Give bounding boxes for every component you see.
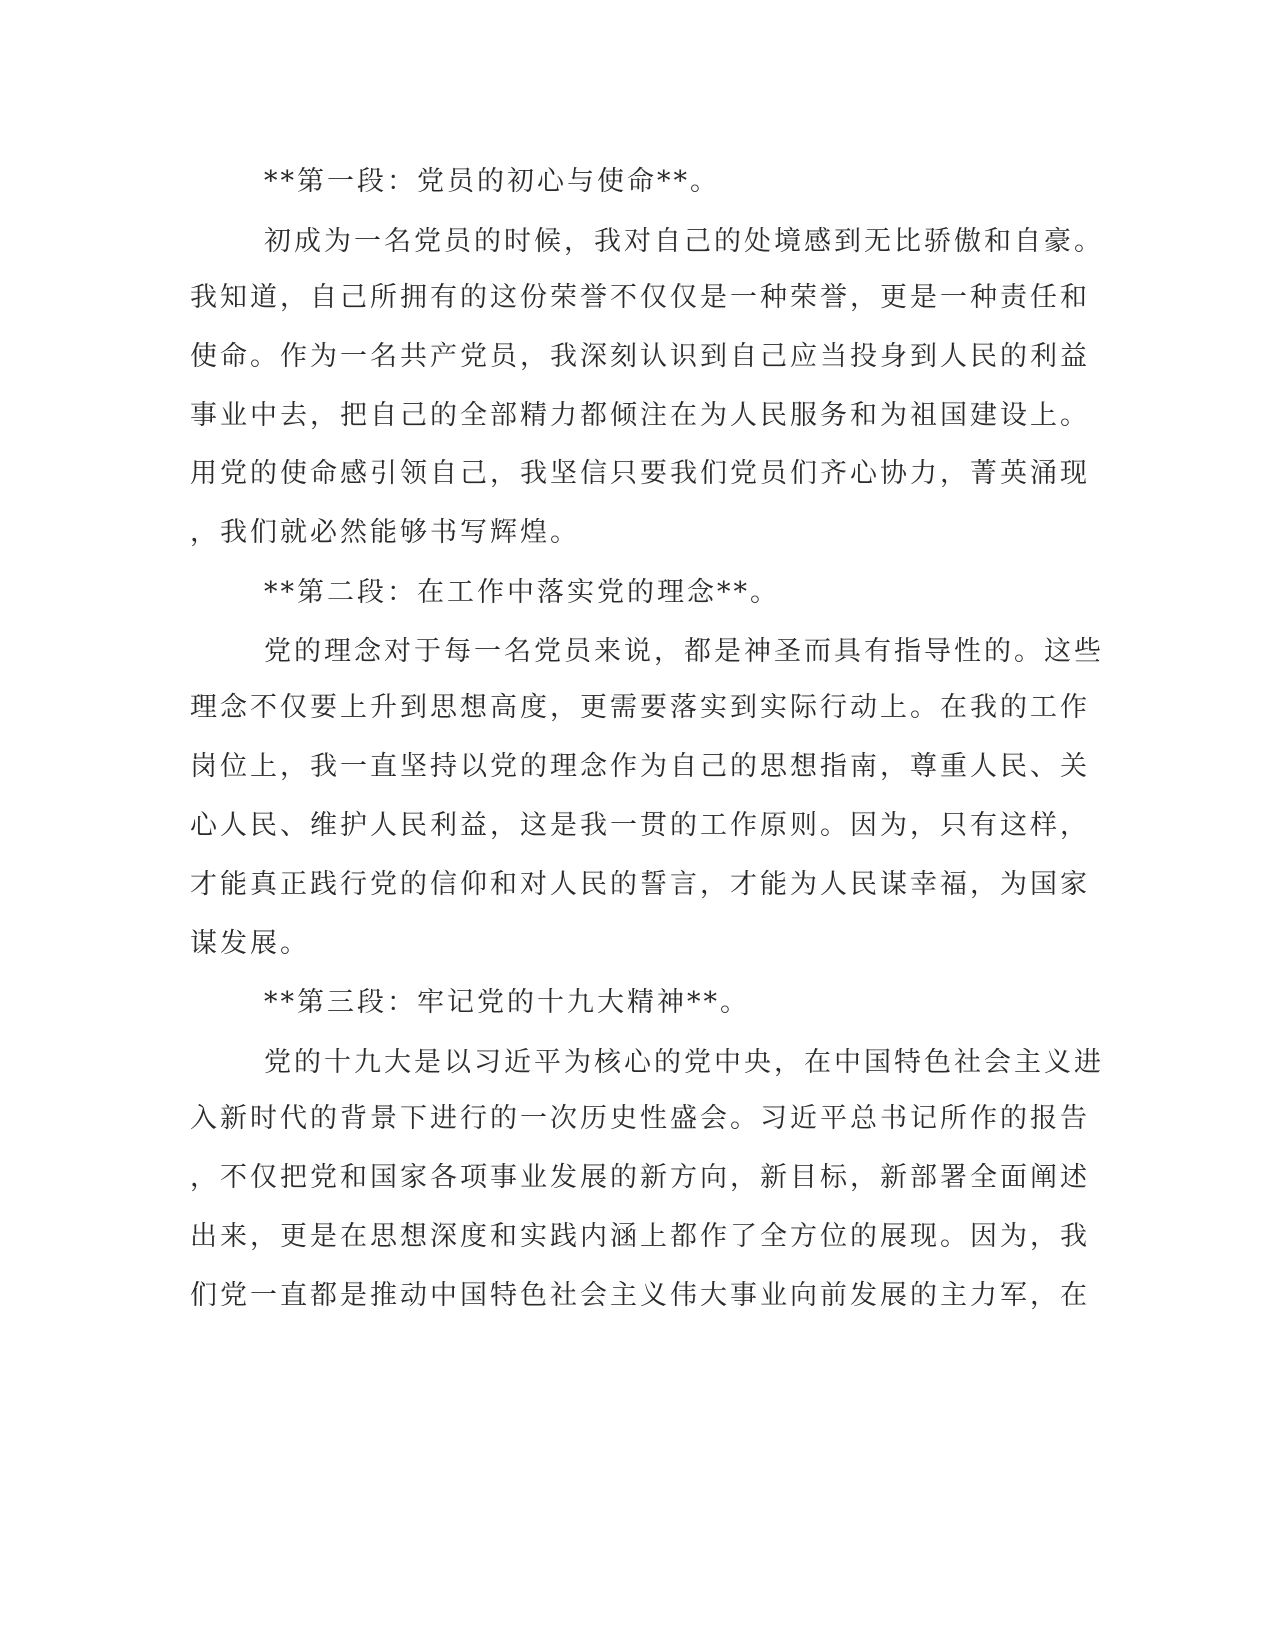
paragraph-line: 党的理念对于每一名党员来说，都是神圣而具有指导性的。这些 <box>264 636 1104 667</box>
paragraph-line: ，不仅把党和国家各项事业发展的新方向，新目标，新部署全面阐述 <box>190 1162 1090 1193</box>
paragraph-line: 出来，更是在思想深度和实践内涵上都作了全方位的展现。因为，我 <box>190 1221 1090 1252</box>
paragraph-line: 初成为一名党员的时候，我对自己的处境感到无比骄傲和自豪。 <box>264 226 1104 257</box>
paragraph-line: ，我们就必然能够书写辉煌。 <box>190 517 580 548</box>
heading-section-1: **第一段：党员的初心与使命**。 <box>264 166 720 197</box>
paragraph-line: 使命。作为一名共产党员，我深刻认识到自己应当投身到人民的利益 <box>190 341 1090 372</box>
paragraph-line: 用党的使命感引领自己，我坚信只要我们党员们齐心协力，菁英涌现 <box>190 458 1090 489</box>
paragraph-line: 事业中去，把自己的全部精力都倾注在为人民服务和为祖国建设上。 <box>190 400 1090 431</box>
heading-section-2: **第二段：在工作中落实党的理念**。 <box>264 577 780 608</box>
paragraph-line: 党的十九大是以习近平为核心的党中央，在中国特色社会主义进 <box>264 1047 1104 1078</box>
paragraph-line: 心人民、维护人民利益，这是我一贯的工作原则。因为，只有这样， <box>190 810 1090 841</box>
heading-section-3: **第三段：牢记党的十九大精神**。 <box>264 987 750 1018</box>
paragraph-line: 理念不仅要上升到思想高度，更需要落实到实际行动上。在我的工作 <box>190 692 1090 723</box>
paragraph-line: 才能真正践行党的信仰和对人民的誓言，才能为人民谋幸福，为国家 <box>190 869 1090 900</box>
paragraph-line: 我知道，自己所拥有的这份荣誉不仅仅是一种荣誉，更是一种责任和 <box>190 282 1090 313</box>
paragraph-line: 岗位上，我一直坚持以党的理念作为自己的思想指南，尊重人民、关 <box>190 751 1090 782</box>
paragraph-line: 谋发展。 <box>190 928 310 959</box>
paragraph-line: 们党一直都是推动中国特色社会主义伟大事业向前发展的主力军，在 <box>190 1280 1090 1311</box>
paragraph-line: 入新时代的背景下进行的一次历史性盛会。习近平总书记所作的报告 <box>190 1103 1090 1134</box>
